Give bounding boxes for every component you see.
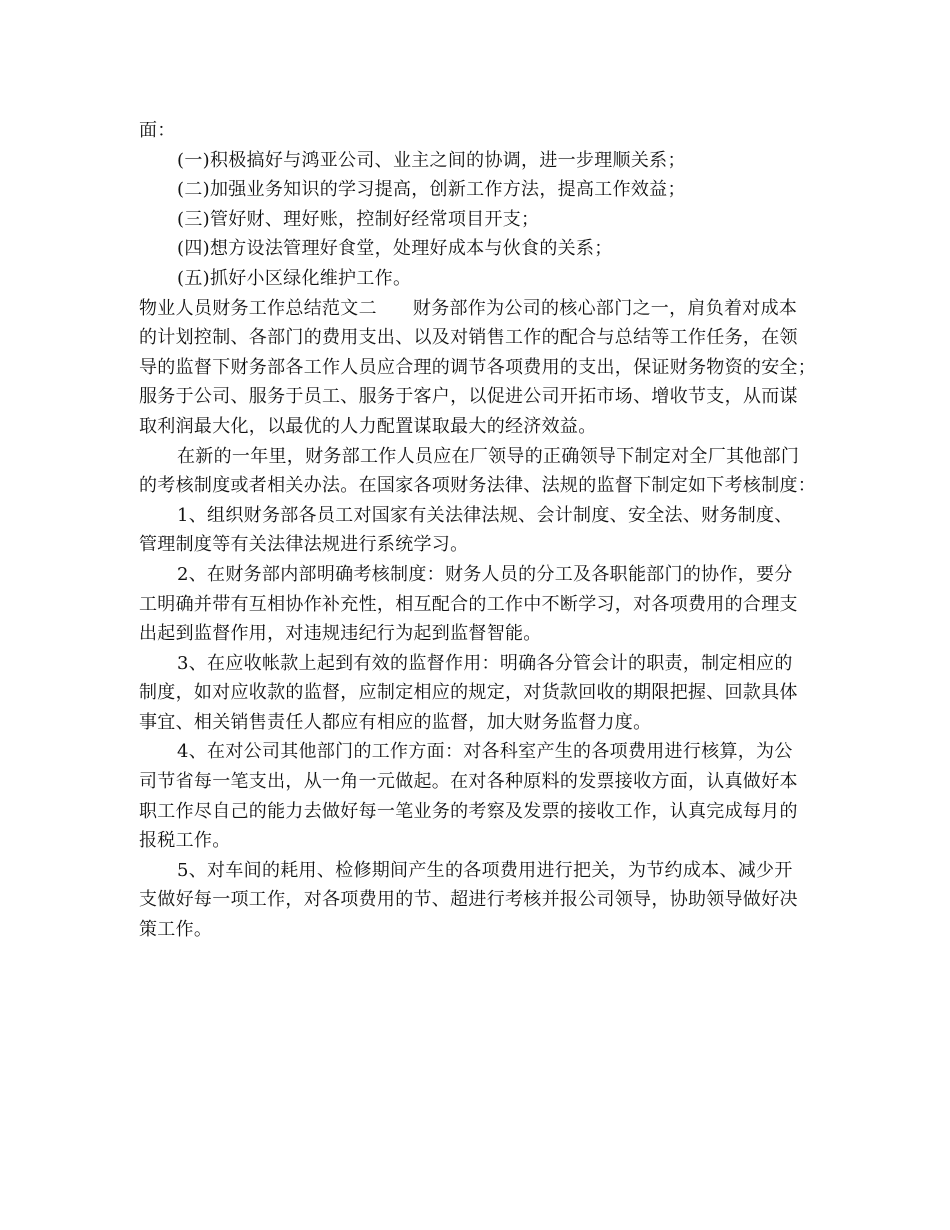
point-3: 3、在应收帐款上起到有效的监督作用：明确各分管会计的职责，制定相应的 制度，如对应收款的监督，应制定相应的规定，对货款回收的期限把握、回款具体 事宜、相关销售责任人都应有相应的监督，加大财务监督力度。 <box>139 652 798 733</box>
document-body <box>139 116 819 945</box>
section-title: 物业人员财务工作总结范文二 <box>139 297 377 319</box>
point-1: 1、组织财务部各员工对国家有关法律法规、会计制度、安全法、财务制度、 管理制度等有关法律法规进行系统学习。 <box>139 504 793 556</box>
list-item: (二)加强业务知识的学习提高，创新工作方法，提高工作效益； <box>177 179 686 201</box>
point-2: 2、在财务部内部明确考核制度：财务人员的分工及各职能部门的协作，要分 工明确并带有互相协作补充性，相互配合的工作中不断学习，对各项费用的合理支 出起到监督作用，对违规违纪行为起到监督智能。 <box>139 563 798 645</box>
list-item: (四)想方设法管理好食堂，处理好成本与伙食的关系； <box>177 238 613 260</box>
list-item: (五)抓好小区绿化维护工作。 <box>177 267 412 289</box>
point-5: 5、对车间的耗用、检修期间产生的各项费用进行把关，为节约成本、减少开 支做好每一项工作，对各项费用的节、超进行考核并报公司领导，协助领导做好决 策工作。 <box>139 859 798 941</box>
list-item: (三)管好财、理好账，控制好经常项目开支； <box>177 208 540 230</box>
point-4: 4、在对公司其他部门的工作方面：对各科室产生的各项费用进行核算，为公 司节省每一笔支出，从一角一元做起。在对各种原料的发票接收方面，认真做好本 职工作尽自己的能力去做好每一笔业务的考察及发票的接收工作，认真完成每月的 报税工作。 <box>139 741 798 852</box>
section-paragraph: 物业人员财务工作总结范文二 财务部作为公司的核心部门之一，肩负着对成本 的计划控制、各部门的费用支出、以及对销售工作的配合与总结等工作任务，在领 导的监督下财务部各工作人员应合理的调节各项费用的支出，保证财务物资的安全； 服务于公司、服务于员工、服务于客户，以促进公司开拓市场、增收节支，从而谋 取利润最大化，以最优的人力配置谋取最大的经济效益。 <box>139 297 817 437</box>
intro-tail: 面： <box>139 120 176 141</box>
list-item: (一)积极搞好与鸿亚公司、业主之间的协调，进一步理顺关系； <box>177 149 686 171</box>
paragraph-new-year: 在新的一年里，财务部工作人员应在厂领导的正确领导下制定对全厂其他部门 的考核制度或者相关办法。在国家各项财务法律、法规的监督下制定如下考核制度： <box>139 445 817 497</box>
